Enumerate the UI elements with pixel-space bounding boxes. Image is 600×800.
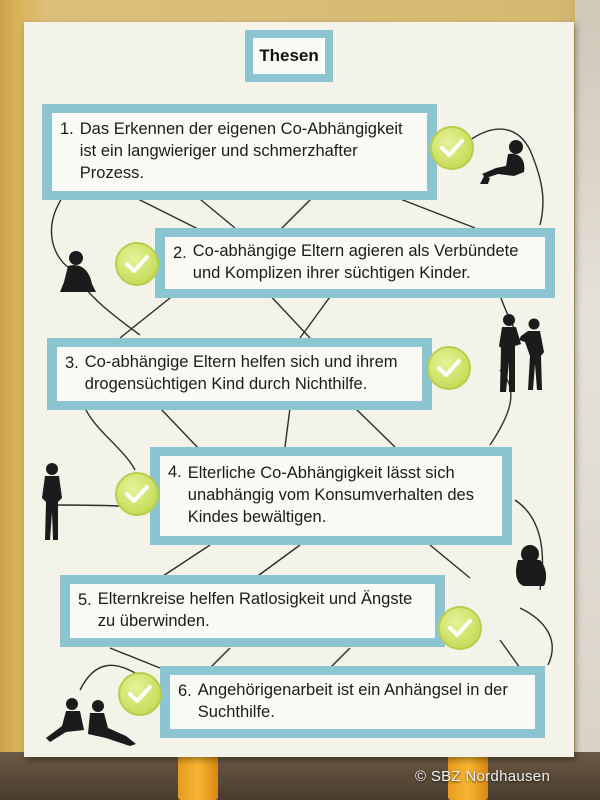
person-silhouette-standing — [36, 462, 68, 542]
person-silhouette-crouching — [510, 544, 552, 588]
people-silhouette-arguing — [497, 312, 547, 394]
thesis-4 — [160, 456, 502, 536]
thesis-text: Elterliche Co-Abhängigkeit lässt sich unabhängig vom Konsumverhalten des Kindes bewältigen. — [187, 464, 474, 526]
person-silhouette-hunched — [58, 250, 100, 294]
people-silhouette-back-to-back — [44, 696, 140, 748]
thesis-number: 4. — [168, 463, 182, 481]
title-card — [245, 30, 333, 82]
person-silhouette-sitting — [478, 138, 530, 188]
thesis-text: Angehörigenarbeit ist ein Anhängsel in der Suchthilfe. — [197, 681, 508, 721]
thesis-number: 3. — [65, 354, 79, 372]
thesis-card-6 — [160, 666, 545, 738]
thesis-card-5 — [60, 575, 445, 647]
thesis-card-1 — [42, 104, 437, 200]
poster-title: Thesen — [253, 38, 325, 74]
thesis-1 — [52, 113, 427, 191]
photo-credit: © SBZ Nordhausen — [415, 768, 551, 785]
thesis-number: 1. — [60, 120, 74, 138]
check-icon — [115, 472, 159, 516]
thesis-card-4 — [150, 447, 512, 545]
thesis-5 — [70, 584, 435, 638]
check-icon — [427, 346, 471, 390]
thesis-number: 6. — [178, 682, 192, 700]
thesis-number: 5. — [78, 591, 92, 609]
check-icon — [438, 606, 482, 650]
thesis-3 — [57, 347, 422, 401]
check-icon — [430, 126, 474, 170]
thesis-text: Das Erkennen der eigenen Co-Abhängigkeit ist ein langwieriger und schmerzhafter Prozess. — [79, 120, 403, 182]
thesis-card-3 — [47, 338, 432, 410]
thesis-text: Co-abhängige Eltern helfen sich und ihrem drogensüchtigen Kind durch Nichthilfe. — [84, 353, 398, 393]
thesis-text: Elternkreise helfen Ratlosigkeit und Ängste zu überwinden. — [97, 590, 413, 630]
thesis-2 — [165, 237, 545, 289]
thesis-text: Co-abhängige Eltern agieren als Verbündete und Komplizen ihrer süchtigen Kinder. — [192, 242, 519, 282]
check-icon — [115, 242, 159, 286]
thesis-6 — [170, 675, 535, 729]
thesis-number: 2. — [173, 244, 187, 262]
thesis-card-2 — [155, 228, 555, 298]
